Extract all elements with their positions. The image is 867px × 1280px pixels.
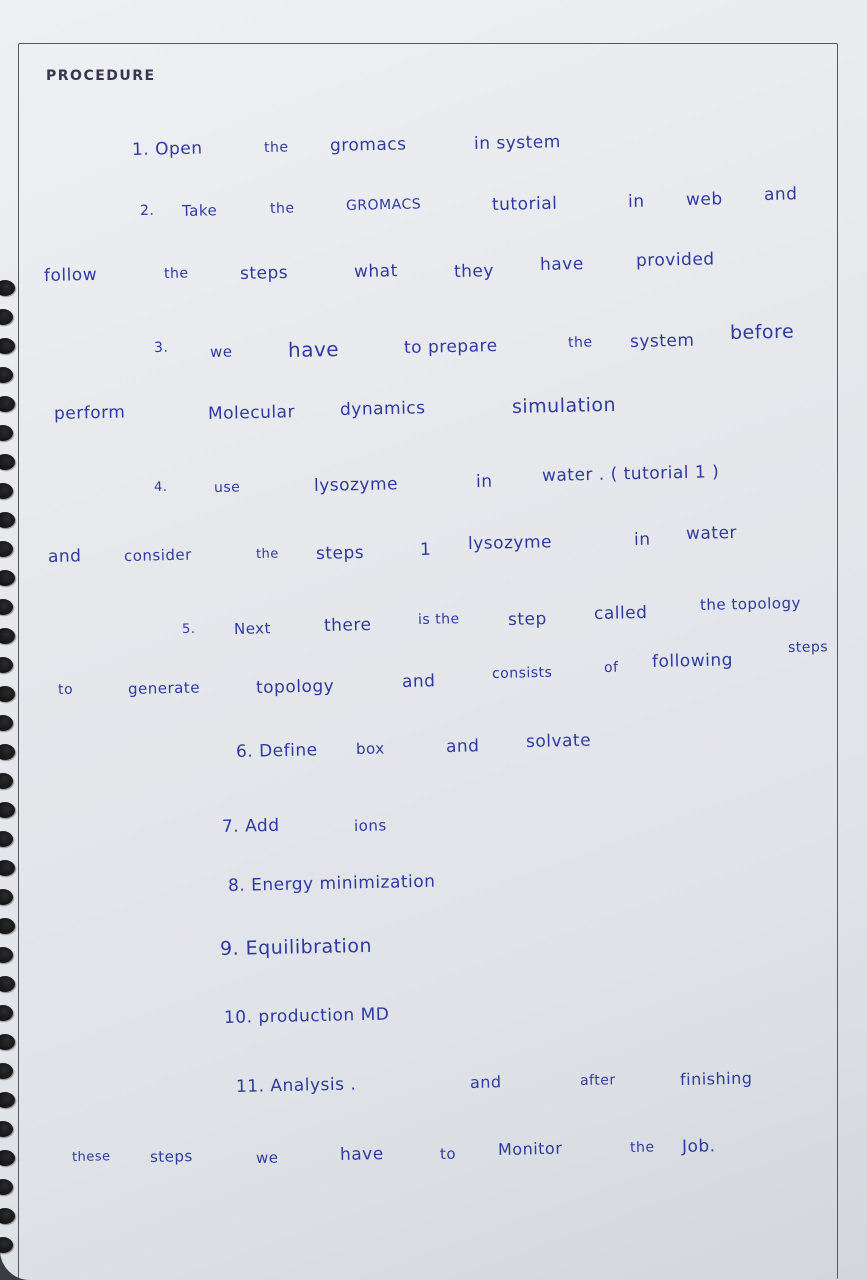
binding-ring xyxy=(0,1063,13,1079)
handwritten-word: generate xyxy=(127,678,201,698)
handwritten-word: and xyxy=(47,546,82,567)
handwritten-word: steps xyxy=(149,1147,193,1166)
handwritten-word: called xyxy=(593,602,648,624)
handwritten-word: steps xyxy=(239,262,289,284)
handwritten-word: of xyxy=(603,659,619,676)
binding-ring xyxy=(0,1150,15,1166)
binding-ring xyxy=(0,686,15,702)
handwritten-word: use xyxy=(213,479,241,496)
binding-ring xyxy=(0,628,15,644)
handwritten-word: gromacs xyxy=(329,134,407,156)
binding-ring xyxy=(0,338,15,354)
binding-ring xyxy=(0,1092,15,1108)
handwritten-word: finishing xyxy=(679,1068,753,1089)
handwritten-word: consists xyxy=(491,664,553,682)
binding-ring xyxy=(0,831,13,847)
handwritten-word: after xyxy=(579,1072,616,1089)
handwritten-word: steps xyxy=(787,639,829,656)
handwritten-word: and xyxy=(445,736,480,757)
handwritten-word: following xyxy=(651,650,734,672)
binding-ring xyxy=(0,541,13,557)
binding-ring xyxy=(0,744,15,760)
binding-ring xyxy=(0,918,15,934)
handwritten-word: Molecular xyxy=(207,402,296,424)
binding-ring xyxy=(0,454,15,470)
page-title: PROCEDURE xyxy=(46,68,156,84)
handwritten-word: 3. xyxy=(153,339,169,356)
handwritten-word: the xyxy=(163,265,189,282)
binding-ring xyxy=(0,512,15,528)
handwritten-word: the xyxy=(269,200,295,217)
handwritten-word: the xyxy=(263,139,289,156)
binding-ring xyxy=(0,599,13,615)
binding-ring xyxy=(0,889,13,905)
handwritten-word: Monitor xyxy=(497,1138,563,1159)
handwritten-word: in xyxy=(627,191,645,212)
handwritten-word: to prepare xyxy=(403,336,498,358)
handwritten-word: Take xyxy=(181,201,218,220)
handwritten-word: follow xyxy=(43,264,98,286)
spiral-binding xyxy=(0,280,20,1280)
handwritten-word: is the xyxy=(417,611,460,628)
handwritten-word: before xyxy=(729,320,795,344)
handwritten-word: we xyxy=(255,1148,279,1167)
handwritten-word: ions xyxy=(353,816,387,835)
binding-ring xyxy=(0,657,13,673)
handwritten-word: steps xyxy=(315,542,365,564)
handwritten-word: solvate xyxy=(525,730,592,752)
handwritten-word: the topology xyxy=(699,593,802,614)
handwritten-word: 1 xyxy=(419,539,432,560)
handwritten-word: water xyxy=(685,522,738,544)
handwritten-word: 6. Define xyxy=(235,740,318,762)
binding-ring xyxy=(0,570,15,586)
handwritten-word: there xyxy=(323,615,372,636)
handwritten-word: step xyxy=(507,609,547,630)
handwritten-word: the xyxy=(567,334,593,351)
handwritten-word: simulation xyxy=(511,393,617,418)
handwritten-word: dynamics xyxy=(339,398,426,420)
handwritten-word: the xyxy=(255,546,279,562)
handwritten-word: in xyxy=(633,529,651,550)
binding-ring xyxy=(0,715,13,731)
binding-ring xyxy=(0,1034,15,1050)
handwritten-word: 7. Add xyxy=(221,815,280,837)
handwritten-word: lysozyme xyxy=(467,532,553,554)
handwritten-word: 11. Analysis . xyxy=(235,1074,357,1097)
binding-ring xyxy=(0,947,13,963)
binding-ring xyxy=(0,367,13,383)
binding-ring xyxy=(0,860,15,876)
handwritten-word: 8. Energy minimization xyxy=(227,871,436,896)
handwritten-word: water . ( tutorial 1 ) xyxy=(541,462,720,486)
handwritten-word: topology xyxy=(255,676,335,698)
binding-ring xyxy=(0,802,15,818)
handwritten-word: the xyxy=(629,1139,655,1156)
binding-ring xyxy=(0,773,13,789)
handwritten-word: have xyxy=(339,1144,384,1165)
handwritten-word: 10. production MD xyxy=(223,1004,390,1028)
binding-ring xyxy=(0,1179,13,1195)
handwritten-word: have xyxy=(287,336,340,362)
handwritten-word: perform xyxy=(53,402,126,424)
handwritten-word: to xyxy=(439,1144,457,1163)
handwritten-word: 2. xyxy=(139,202,155,219)
handwritten-word: 9. Equilibration xyxy=(219,934,373,960)
handwritten-word: and xyxy=(401,671,436,692)
handwritten-word: consider xyxy=(123,545,193,565)
binding-ring xyxy=(0,1237,13,1253)
binding-ring xyxy=(0,483,13,499)
handwritten-word: 5. xyxy=(181,621,196,637)
handwritten-word: box xyxy=(355,739,385,758)
handwritten-word: tutorial xyxy=(491,193,558,215)
handwritten-word: and xyxy=(763,184,798,205)
handwritten-word: lysozyme xyxy=(313,474,399,496)
binding-ring xyxy=(0,1121,13,1137)
handwritten-word: Job. xyxy=(681,1136,716,1157)
handwritten-word: Next xyxy=(233,619,272,638)
handwritten-word: 4. xyxy=(153,479,168,495)
binding-ring xyxy=(0,1208,15,1224)
handwritten-word: 1. Open xyxy=(131,138,203,160)
handwritten-word: they xyxy=(453,261,495,282)
handwritten-word: and xyxy=(469,1072,502,1092)
handwritten-word: we xyxy=(209,342,233,361)
handwritten-word: web xyxy=(685,189,723,210)
binding-ring xyxy=(0,280,15,296)
handwritten-word: what xyxy=(353,261,398,282)
handwritten-word: in xyxy=(475,471,493,492)
handwritten-word: system xyxy=(629,330,695,352)
handwritten-word: to xyxy=(57,681,74,698)
binding-ring xyxy=(0,1005,13,1021)
binding-ring xyxy=(0,425,13,441)
handwritten-word: GROMACS xyxy=(345,196,422,214)
handwritten-word: have xyxy=(539,254,584,275)
handwritten-word: provided xyxy=(635,249,715,271)
binding-ring xyxy=(0,309,13,325)
binding-ring xyxy=(0,396,15,412)
handwritten-word: these xyxy=(71,1149,111,1165)
handwritten-word: in system xyxy=(473,132,562,154)
binding-ring xyxy=(0,976,15,992)
